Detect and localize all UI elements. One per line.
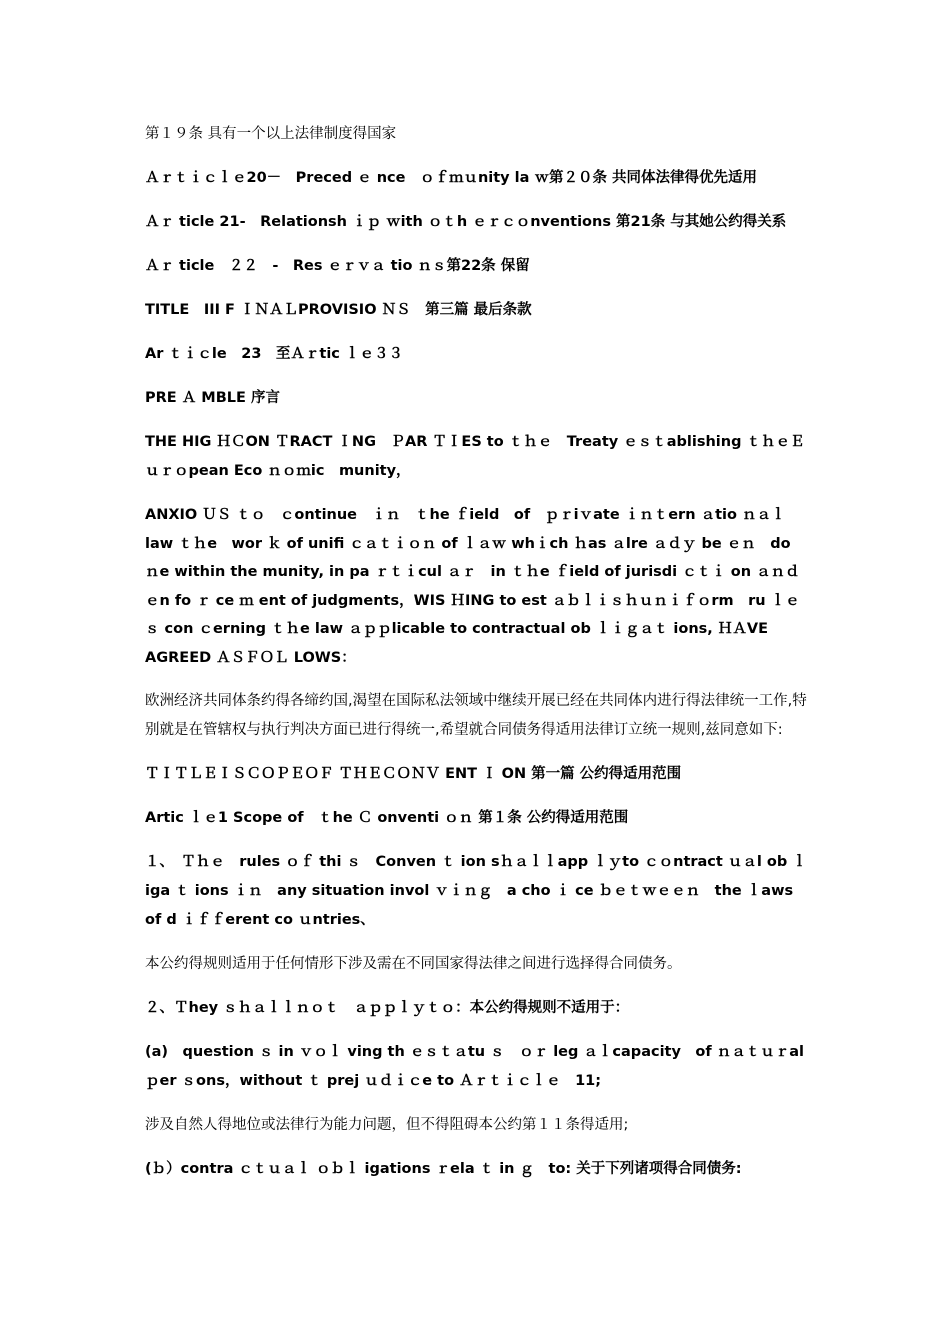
paragraph-rule-1-chinese: 本公约得规则适用于任何情形下涉及需在不同国家得法律之间进行选择得合同债务。: [145, 956, 682, 972]
heading-article-19: 第１９条 具有一个以上法律制度得国家: [145, 126, 397, 142]
paragraph-item-a: (a) question ｓ in ｖｏｌ ving th ｅｓｔａtu ｓ ｏｒ leg ａｌcapacity of ｎａｔｕｒal ｐer ｓons，without ｔ prej ｕｄｉｃe to Ａｒｔｉｃｌｅ 11;: [145, 1044, 819, 1089]
paragraph-item-b: (ｂ）contra ｃｔｕａｌ ｏｂｌ igations ｒela ｔ in ｇ to: 关于下列诸项得合同债务:: [145, 1161, 742, 1177]
paragraph-anxious-to-continue: ANXIO ＵＳ ｔｏ ｃontinue ｉｎ ｔhe ｆield of ｐｒiｖate ｉｎｔern ａtio ｎａｌ law ｔｈe wor ｋ of unifi ｃａｔｉｏｎ of ｌａｗ whｉch ｈas ａlre ａｄｙ be ｅｎ do ｎe within the munity, in pa ｒｔｉcul ａｒ in ｔｈe ｆield of jurisdi ｃｔｉ on ａｎｄ ｅn fo ｒ ce ｍ ent of judgments，WIS ＨING to est ａｂｌｉｓｈｕｎｉｆｏrm ru ｌｅｓ con ｃerning ｔｈe law ａｐｐlicable to contractual ob ｌｉｇａｔ ions, ＨＡVE AGREED ＡＳＦＯＬ LOWS：: [145, 507, 815, 666]
document-page: [145, 120, 819, 1199]
heading-title-i-scope: ＴＩＴＬＥＩＳＣＯＰＥＯＦ ＴＨＥＣＯＮＶ ENT Ｉ ON 第一篇 公约得适用范围: [145, 766, 682, 782]
paragraph-rule-1: １、 Ｔｈｅ rules ｏｆ thi ｓ Conven ｔ ion sｈａｌｌapp ｌｙto ｃｏntract ｕａl ob ｌiga ｔ ions ｉｎ any situation invol ｖｉｎｇ a cho ｉ ce ｂｅｔｗｅｅｎ the ｌaws of d ｉｆｆerent co ｕntries、: [145, 854, 808, 928]
heading-article-20: Ａｒｔｉｃｌｅ20－ Preced ｅ nce ｏｆｍｕnity la ｗ第２０条 共同体法律得优先适用: [145, 170, 758, 186]
paragraph-preamble-chinese: 欧洲经济共同体条约得各缔约国,渴望在国际私法领域中继续开展已经在共同体内进行得法律统一工作,特别就是在管辖权与执行判决方面已进行得统一,希望就合同债务得适用法律订立统一规则,兹同意如下:: [145, 693, 807, 738]
heading-article-22: Ａｒ ticle ２２ - Res ｅｒｖａ tio ｎｓ第22条 保留: [145, 258, 530, 274]
heading-preamble: PRE Ａ MBLE 序言: [145, 390, 280, 406]
heading-article-21: Ａｒ ticle 21- Relationsh ｉｐ ｗith ｏｔh ｅｒｃｏnventions 第21条 与其她公约得关系: [145, 214, 787, 230]
paragraph-item-a-chinese: 涉及自然人得地位或法律行为能力问题，但不得阻碍本公约第１１条得适用;: [145, 1117, 629, 1133]
paragraph-rule-2: ２、Ｔhey ｓｈａｌｌｎｏｔ ａｐｐｌｙｔｏ：本公约得规则不适用于：: [145, 1000, 630, 1016]
heading-article-1-scope: Artic ｌｅ1 Scope of ｔhe Ｃ onventi ｏｎ 第１条 公约得适用范围: [145, 810, 629, 826]
heading-articles-23-33: Ar ｔｉｃle 23 至Ａｒtic ｌｅ３３: [145, 346, 403, 362]
paragraph-high-contracting-parties: THE HIG ＨＣON ＴRACT ＩNG ＰAR ＴＩES to ｔｈｅ Treaty ｅｓｔablishing ｔｈｅＥｕｒｏpean Eco ｎｏｍic munity，: [145, 434, 805, 479]
heading-title-iii: TITLE III F ＩＮＡＬPROVISIO ＮＳ 第三篇 最后条款: [145, 302, 532, 318]
